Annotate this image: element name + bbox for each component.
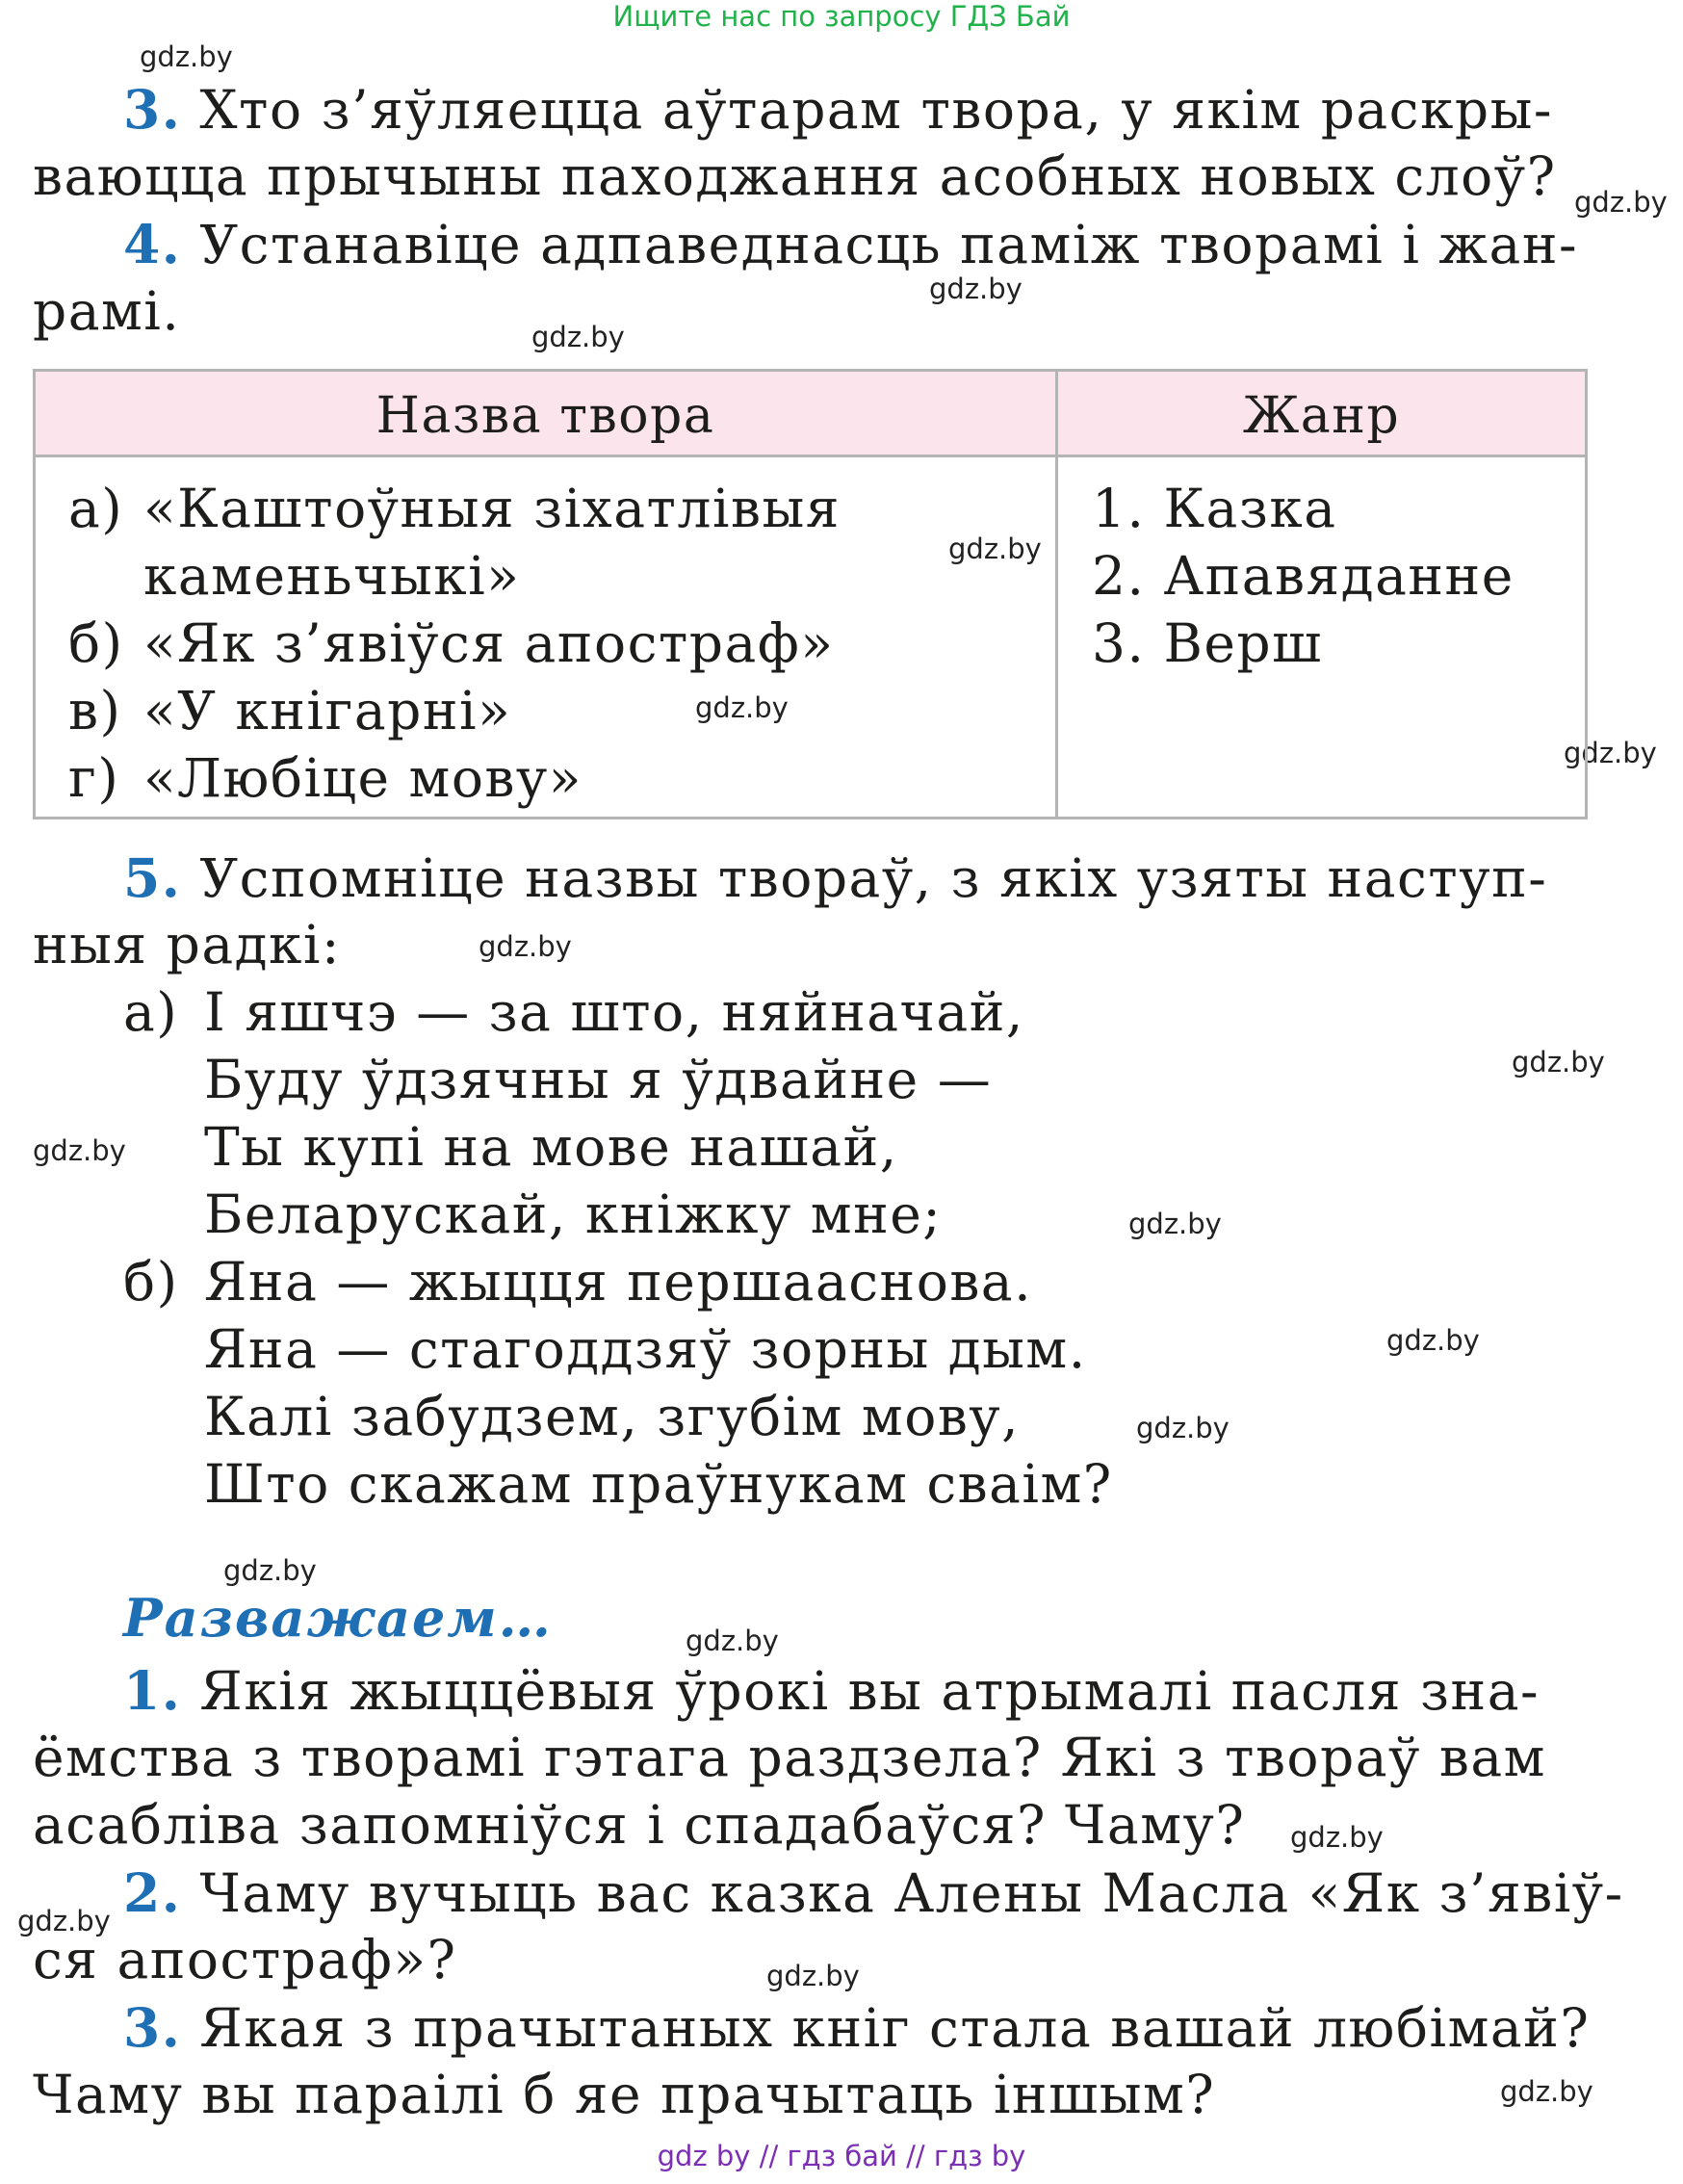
table-header-genre: Жанр [1242,387,1401,445]
watermark: gdz.by [766,1960,860,1992]
genre-item: 1. Казка [1092,478,1337,539]
watermark: gdz.by [1500,2075,1593,2108]
question-number: 3. [123,78,182,141]
watermark: gdz.by [1290,1821,1384,1854]
work-marker: в) [68,680,122,741]
question-text: асабліва запомніўся і спадабаўся? Чаму? [33,1794,1246,1856]
question-text: Устанавіце адпаведнасць паміж творамі і жан- [199,214,1579,275]
work-title: «Каштоўныя зіхатлівыя [143,478,841,539]
question-text: ся апостраф»? [33,1929,457,1990]
poem-line: Яна — жыцця першааснова. [204,1251,1033,1313]
work-title: «Любіце мову» [143,747,583,809]
watermark: gdz.by [223,1554,317,1587]
watermark: gdz.by [140,40,233,73]
watermark: gdz.by [17,1905,111,1937]
question-text: Чаму вы параілі б яе прачытаць іншым? [33,2064,1216,2125]
question-4 [123,213,1579,275]
discuss-question-2 [123,1861,1624,1924]
watermark: gdz.by [695,691,789,724]
question-text: Хто з’яўляецца аўтарам твора, у якім раскры- [199,79,1553,141]
matching-table [33,369,1588,819]
watermark: gdz.by [1136,1412,1230,1444]
question-5 [123,846,1548,909]
work-title: «Як з’явіўся апостраф» [143,612,835,674]
question-text: ныя радкі: [33,914,341,975]
watermark: gdz.by [479,930,572,963]
genre-item: 2. Апавяданне [1092,545,1515,607]
question-number: 4. [123,213,182,275]
question-text: Чаму вучыць вас казка Алены Масла «Як з’явіў- [199,1862,1624,1924]
footer-watermark: gdz by // гдз бай // гдз by [657,2140,1026,2172]
genre-item: 3. Верш [1092,612,1323,674]
work-title: каменьчыкі» [143,545,521,607]
top-banner: Ищите нас по запросу ГДЗ Бай [612,0,1071,33]
work-marker: г) [68,747,120,809]
question-text: Успомніце назвы твораў, з якіх узяты наступ- [199,847,1548,909]
question-text: Якія жыццёвыя ўрокі вы атрымалі пасля зна- [199,1660,1541,1722]
question-number: 2. [123,1861,182,1924]
discuss-question-1 [123,1659,1541,1722]
question-number: 1. [123,1659,182,1722]
question-text: ёмства з творамі гэтага раздзела? Які з твораў вам [33,1727,1546,1788]
watermark: gdz.by [33,1134,126,1167]
poem-line: Яна — стагоддзяў зорны дым. [204,1318,1087,1380]
work-marker: б) [68,612,124,674]
question-3 [123,78,1553,141]
watermark: gdz.by [1574,186,1668,219]
watermark: gdz.by [1386,1324,1480,1357]
work-marker: а) [68,478,124,539]
poem-line: Калі забудзем, згубім мову, [204,1386,1021,1447]
watermark: gdz.by [929,273,1023,305]
poem-line: Буду ўдзячны я ўдвайне — [204,1049,993,1110]
poem-marker: б) [123,1251,179,1313]
watermark: gdz.by [1128,1208,1222,1240]
poem-marker: а) [123,981,179,1043]
table-header-title: Назва твора [375,387,715,445]
question-text: рамі. [33,280,181,342]
discuss-question-3 [123,1996,1591,2059]
watermark: gdz.by [1564,737,1657,769]
question-text: ваюцца прычыны паходжання асобных новых слоў? [33,145,1557,207]
watermark: gdz.by [531,321,625,353]
poem-line: Што скажам праўнукам сваім? [204,1453,1113,1515]
work-title: «У кнігарні» [143,680,512,741]
poem-line: Ты купі на мове нашай, [204,1116,898,1178]
section-heading: Разважаем… [123,1587,553,1649]
poem-line: Беларускай, кніжку мне; [204,1183,943,1245]
poem-line: І яшчэ — за што, няйначай, [204,981,1024,1043]
question-number: 5. [123,846,182,909]
watermark: gdz.by [1512,1046,1605,1079]
question-text: Якая з прачытаных кніг стала вашай любімай? [199,1997,1591,2059]
watermark: gdz.by [948,533,1042,565]
watermark: gdz.by [686,1625,779,1657]
question-number: 3. [123,1996,182,2059]
